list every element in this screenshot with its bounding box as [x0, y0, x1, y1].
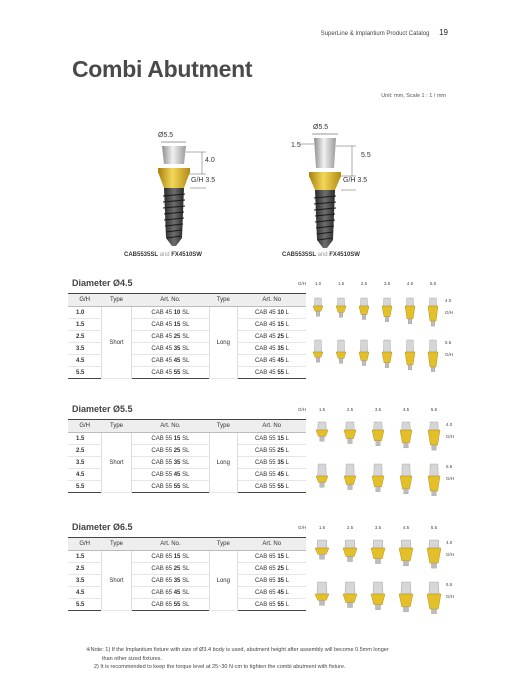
grid-col-label: 1.5: [318, 407, 326, 412]
grid-col-label: 1.5: [318, 525, 326, 530]
grid-height-label: 5.5: [446, 582, 453, 587]
abutment-thumbnail: [379, 296, 395, 330]
hero1-gh: G/H 3.5: [191, 177, 216, 184]
grid-height-label: 5.5: [446, 464, 453, 469]
implant-long-illustration: [300, 118, 420, 258]
grid-col-label: 5.5: [430, 407, 438, 412]
abutment-thumbnail: [356, 338, 372, 372]
section-title-55: Diameter Ø5.5: [72, 404, 133, 414]
table-row: 1.0 Short CAB 45 10 SL Long CAB 45 10 L: [68, 307, 306, 319]
abutment-thumbnail: [402, 296, 418, 330]
table-row: 2.5 CAB 65 25 SL CAB 65 25 L: [68, 563, 306, 575]
note-2: 2) It is recommended to keep the torque level at 25~30 N·cm to tighten the combi abutment with fixture.: [94, 664, 346, 670]
grid-gh-label: G/H: [298, 281, 307, 286]
abutment-thumbnail: [369, 420, 387, 454]
abutment-thumbnail: [379, 338, 395, 372]
abutment-thumbnail: [341, 420, 359, 454]
grid-side-gh-label: G/H: [446, 476, 455, 481]
abutment-thumbnail: [424, 538, 444, 572]
table-row: 1.5 CAB 45 15 SL CAB 45 15 L: [68, 319, 306, 331]
hero2-gh: G/H 3.5: [343, 177, 368, 184]
grid-col-label: 4.5: [406, 281, 414, 286]
grid-side-gh-label: G/H: [446, 552, 455, 557]
grid-col-label: 4.5: [402, 407, 410, 412]
grid-col-label: 3.5: [383, 281, 391, 286]
abutment-thumbnail: [333, 338, 349, 372]
section-title-45: Diameter Ø4.5: [72, 278, 133, 288]
grid-gh-label: G/H: [298, 525, 307, 530]
abutment-thumbnail: [425, 462, 443, 496]
spec-table-45: [68, 293, 306, 379]
grid-col-label: 3.5: [374, 407, 382, 412]
hero-implant-short: [150, 128, 270, 258]
table-row: 5.5 CAB 45 55 SL CAB 45 55 L: [68, 367, 306, 379]
table-header-row: [68, 294, 306, 307]
abutment-thumbnail: [396, 538, 416, 572]
table-header-row: G/H Type Art. No. Type Art. No: [68, 538, 306, 551]
table-row: 2.5 CAB 45 25 SL CAB 45 25 L: [68, 331, 306, 343]
table-row: 5.5 CAB 55 55 SL CAB 55 55 L: [68, 481, 306, 493]
section-title-65: Diameter Ø6.5: [72, 522, 133, 532]
table-row: 5.5 CAB 65 55 SL CAB 65 55 L: [68, 599, 306, 611]
abutment-thumbnail: [340, 580, 360, 614]
type-short: Short: [101, 551, 131, 611]
table-row: 1.5 Short CAB 55 15 SL Long CAB 55 15 L: [68, 433, 306, 445]
grid-side-gh-label: G/H: [445, 310, 454, 315]
grid-gh-label: G/H: [298, 407, 307, 412]
abutment-thumbnail: [396, 580, 416, 614]
table-row: 3.5 CAB 45 35 SL CAB 45 35 L: [68, 343, 306, 355]
page-number: 19: [439, 28, 448, 37]
table-row: 1.5 Short CAB 65 15 SL Long CAB 65 15 L: [68, 551, 306, 563]
col-type: Type: [101, 294, 131, 307]
abutment-thumbnail: [333, 296, 349, 330]
table-row: 4.5 CAB 55 45 SL CAB 55 45 L: [68, 469, 306, 481]
abutment-thumbnail: [425, 296, 441, 330]
spec-table-55: [68, 419, 306, 493]
unit-note: Unit: mm, Scale 1 : 1 / mm: [381, 93, 446, 99]
abutment-thumbnail: [313, 462, 331, 496]
abutment-thumbnail: [397, 420, 415, 454]
grid-col-label: 1.0: [314, 281, 322, 286]
note-1-cont: than other sized fixtures.: [102, 655, 162, 662]
abutment-thumbnail: [313, 420, 331, 454]
hero-implant-long: [300, 118, 420, 258]
type-short: Short: [101, 433, 131, 493]
footnotes: [86, 646, 466, 672]
grid-col-label: 2.5: [360, 281, 368, 286]
abutment-thumbnail: [356, 296, 372, 330]
hero2-caption: CAB5535SL and FX4510SW: [282, 252, 360, 258]
grid-side-gh-label: G/H: [446, 434, 455, 439]
page-header: [321, 28, 448, 37]
type-long: Long: [209, 307, 237, 379]
col-type: Type: [209, 294, 237, 307]
table-row: 3.5 CAB 55 35 SL CAB 55 35 L: [68, 457, 306, 469]
col-art: Art. No: [238, 294, 306, 307]
table-row: 3.5 CAB 65 35 SL CAB 65 35 L: [68, 575, 306, 587]
grid-height-label: 4.0: [446, 540, 453, 545]
page-title: Combi Abutment: [72, 56, 253, 82]
table-row: 2.5 CAB 55 25 SL CAB 55 25 L: [68, 445, 306, 457]
type-long: Long: [209, 433, 237, 493]
grid-col-label: 5.5: [429, 281, 437, 286]
table-row: 4.5 CAB 65 45 SL CAB 65 45 L: [68, 587, 306, 599]
abutment-thumbnail: [402, 338, 418, 372]
col-art: Art. No.: [132, 294, 209, 307]
note-1: ※Note: 1) If the Implantium fixture with size of Ø3.4 body is used, abutment height after assembly will become 0.5mm longer: [86, 647, 389, 653]
spec-table-65: [68, 537, 306, 611]
grid-height-label: 5.5: [445, 340, 452, 345]
hero1-height: 4.0: [205, 157, 215, 164]
type-long: Long: [209, 551, 237, 611]
grid-col-label: 1.5: [337, 281, 345, 286]
abutment-thumbnail: [424, 580, 444, 614]
abutment-thumbnail: [425, 420, 443, 454]
abutment-thumbnail: [397, 462, 415, 496]
abutment-thumbnail: [369, 462, 387, 496]
table-header-row: G/H Type Art. No. Type Art. No: [68, 420, 306, 433]
hero2-height: 5.5: [361, 152, 371, 159]
grid-col-label: 4.5: [402, 525, 410, 530]
hero1-diameter: Ø5.5: [158, 132, 174, 139]
hero2-diameter: Ø5.5: [313, 124, 329, 131]
grid-height-label: 4.0: [445, 298, 452, 303]
abutment-thumbnail: [368, 580, 388, 614]
implant-short-illustration: [150, 128, 270, 258]
grid-height-label: 4.0: [446, 422, 453, 427]
abutment-thumbnail: [368, 538, 388, 572]
col-gh: G/H: [68, 294, 101, 307]
abutment-thumbnail: [310, 338, 326, 372]
grid-col-label: 2.5: [346, 525, 354, 530]
abutment-thumbnail: [425, 338, 441, 372]
type-short: Short: [101, 307, 131, 379]
grid-side-gh-label: G/H: [445, 352, 454, 357]
abutment-thumbnail: [312, 580, 332, 614]
hero2-left: 1.5: [291, 142, 301, 149]
grid-col-label: 3.5: [374, 525, 382, 530]
grid-col-label: 5.5: [430, 525, 438, 530]
grid-col-label: 2.5: [346, 407, 354, 412]
table-row: 4.5 CAB 45 45 SL CAB 45 45 L: [68, 355, 306, 367]
abutment-thumbnail: [340, 538, 360, 572]
hero1-caption: CAB5535SL and FX4510SW: [124, 252, 202, 258]
grid-side-gh-label: G/H: [446, 594, 455, 599]
catalog-name: SuperLine & Implantium Product Catalog: [320, 31, 430, 37]
abutment-thumbnail: [312, 538, 332, 572]
abutment-thumbnail: [310, 296, 326, 330]
abutment-thumbnail: [341, 462, 359, 496]
